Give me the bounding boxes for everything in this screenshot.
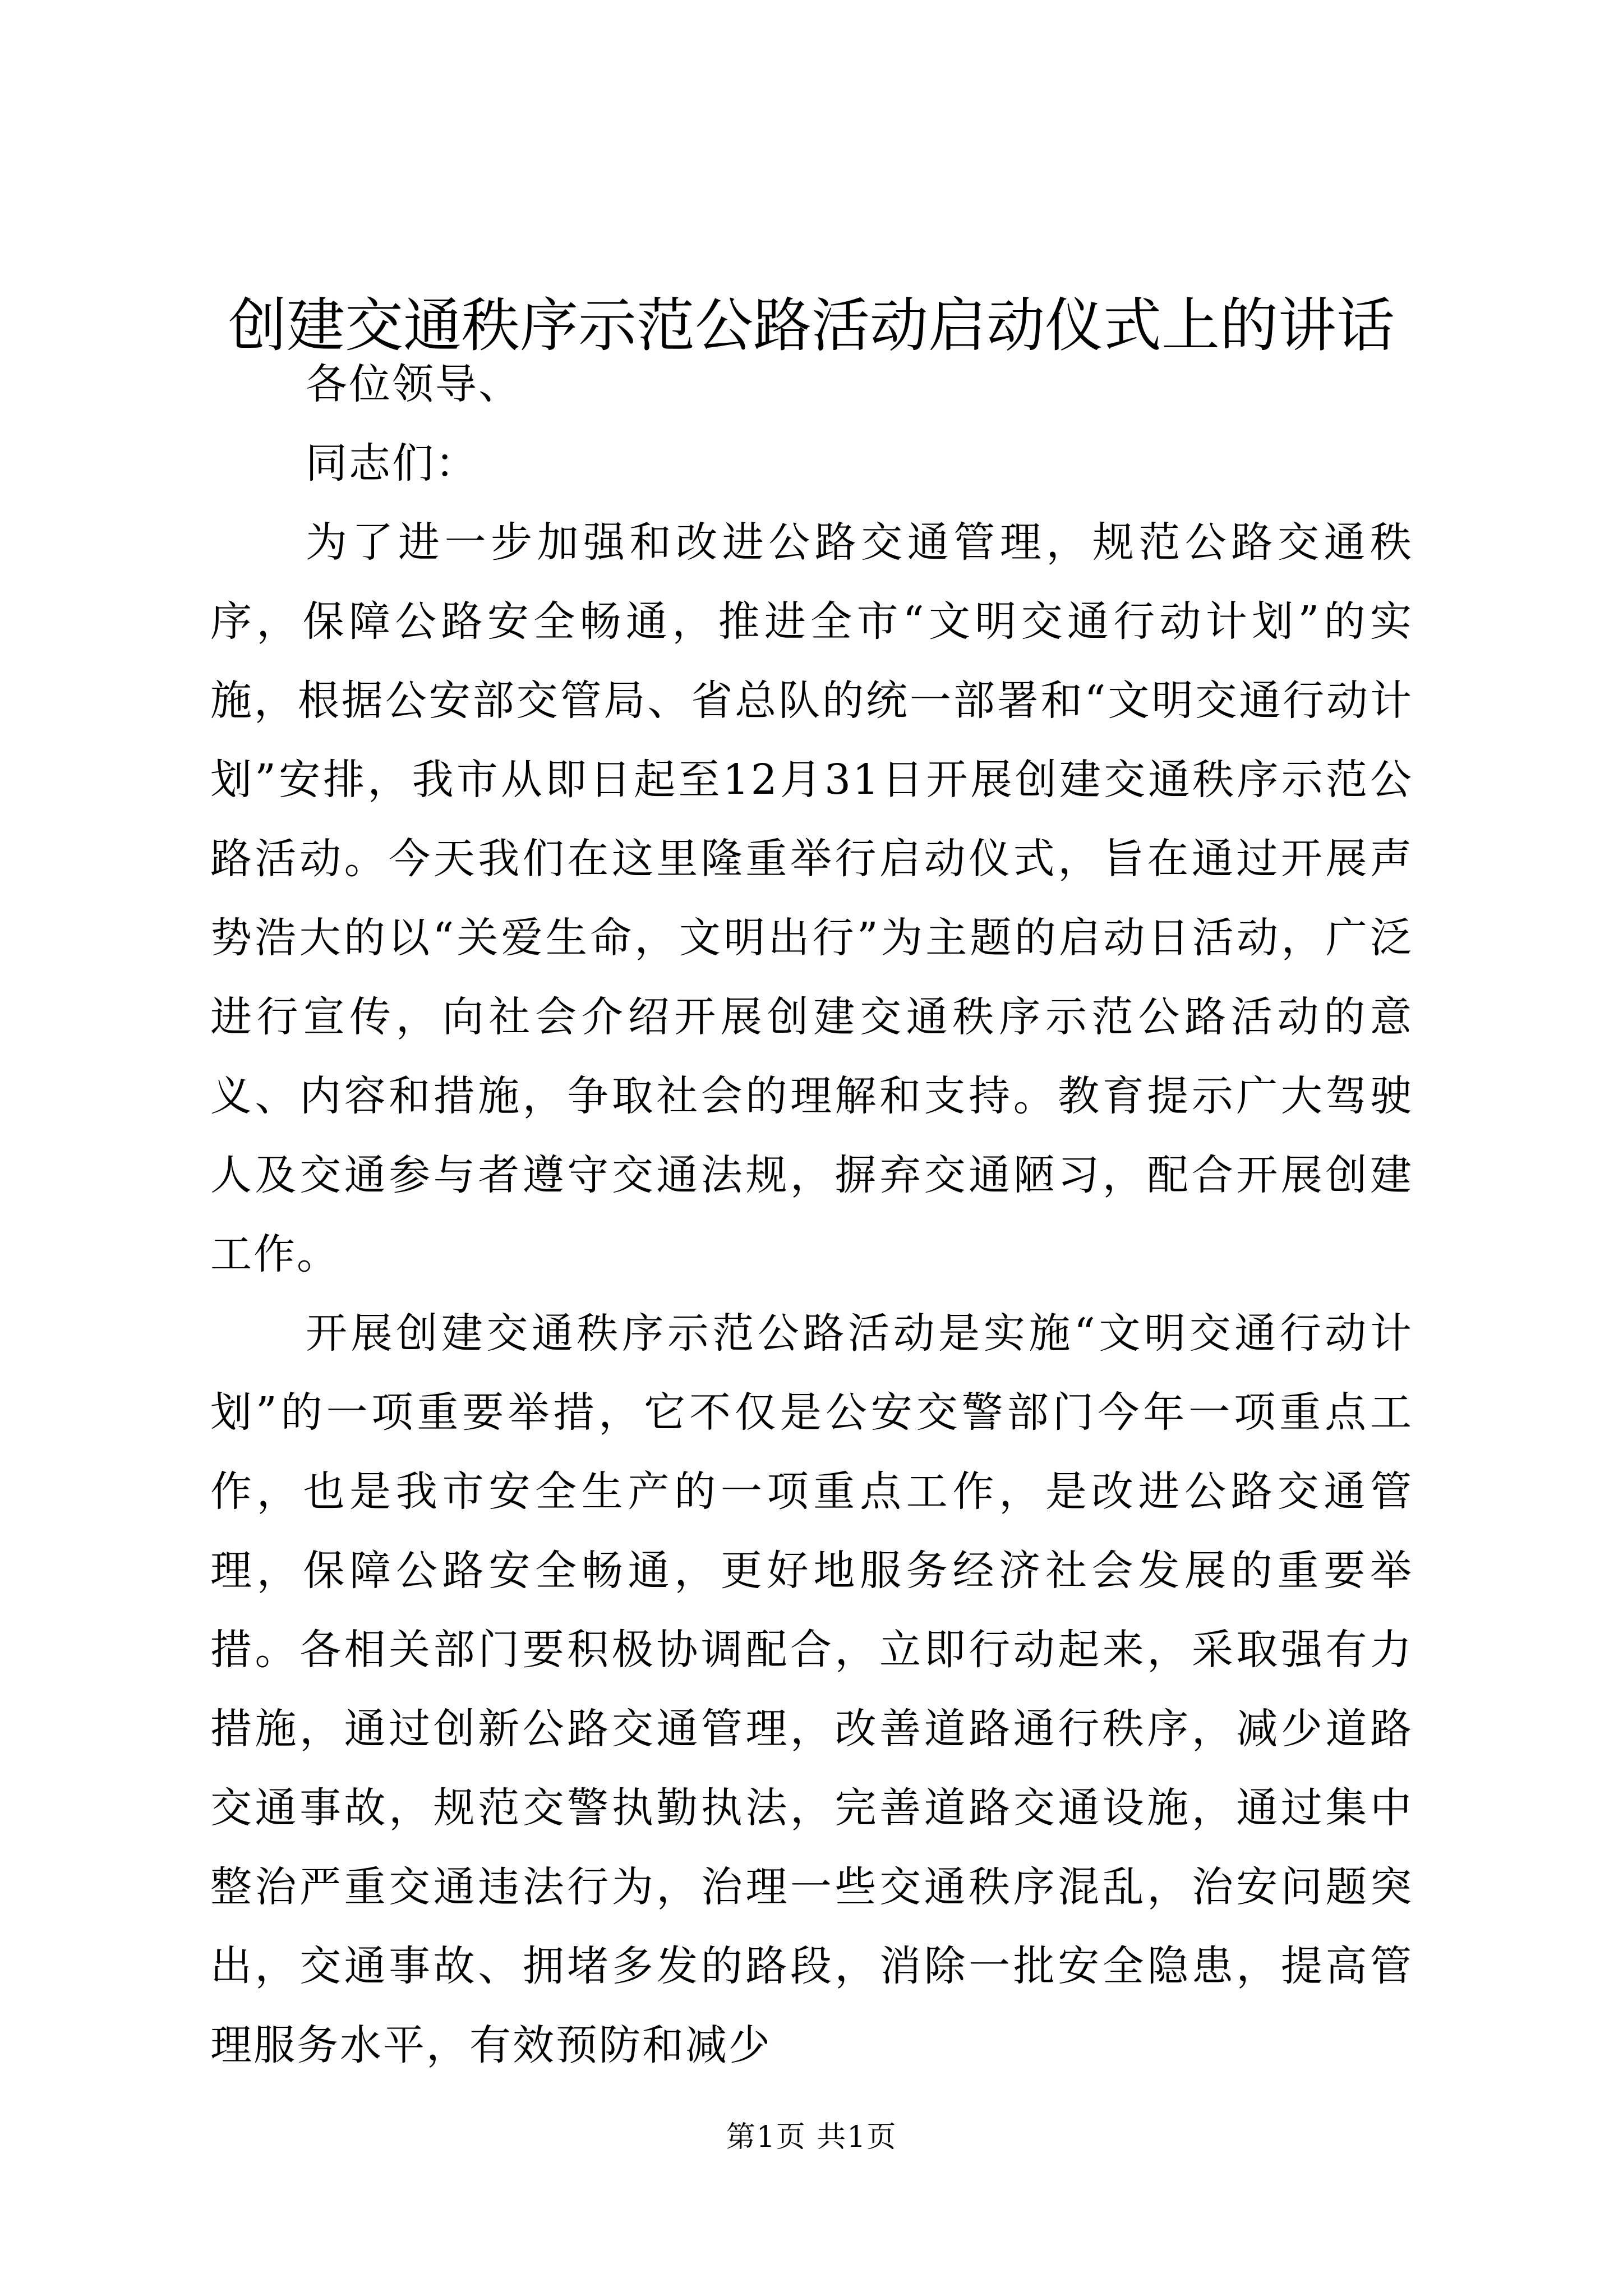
document-body bbox=[210, 345, 1413, 2085]
body-paragraph-2: 开展创建交通秩序示范公路活动是实施“文明交通行动计划”的一项重要举措，它不仅是公安交警部门今年一项重点工作，也是我市安全生产的一项重点工作，是改进公路交通管理，保障公路安全畅通，更好地服务经济社会发展的重要举措。各相关部门要积极协调配合，立即行动起来，采取强有力措施，通过创新公路交通管理，改善道路通行秩序，减少道路交通事故，规范交警执勤执法，完善道路交通设施，通过集中整治严重交通违法行为，治理一些交通秩序混乱，治安问题突出，交通事故、拥堵多发的路段，消除一批安全隐患，提高管理服务水平，有效预防和减少 bbox=[210, 1309, 1413, 2069]
salutation-leaders: 各位领导、 bbox=[306, 360, 522, 408]
page-number-footer: 第1页 共1页 bbox=[726, 2120, 897, 2154]
body-paragraph-1: 为了进一步加强和改进公路交通管理，规范公路交通秩序，保障公路安全畅通，推进全市“文明交通行动计划”的实施，根据公安部交管局、省总队的统一部署和“文明交通行动计划”安排，我市从即日起至12月31日开展创建交通秩序示范公路活动。今天我们在这里隆重举行启动仪式，旨在通过开展声势浩大的以“关爱生命，文明出行”为主题的启动日活动，广泛进行宣传，向社会介绍开展创建交通秩序示范公路活动的意义、内容和措施，争取社会的理解和支持。教育提示广大驾驶人及交通参与者遵守交通法规，摒弃交通陋习，配合开展创建工作。 bbox=[210, 518, 1413, 1278]
document-title: 创建交通秩序示范公路活动启动仪式上的讲话 bbox=[228, 291, 1395, 360]
salutation-comrades: 同志们： bbox=[306, 439, 478, 487]
